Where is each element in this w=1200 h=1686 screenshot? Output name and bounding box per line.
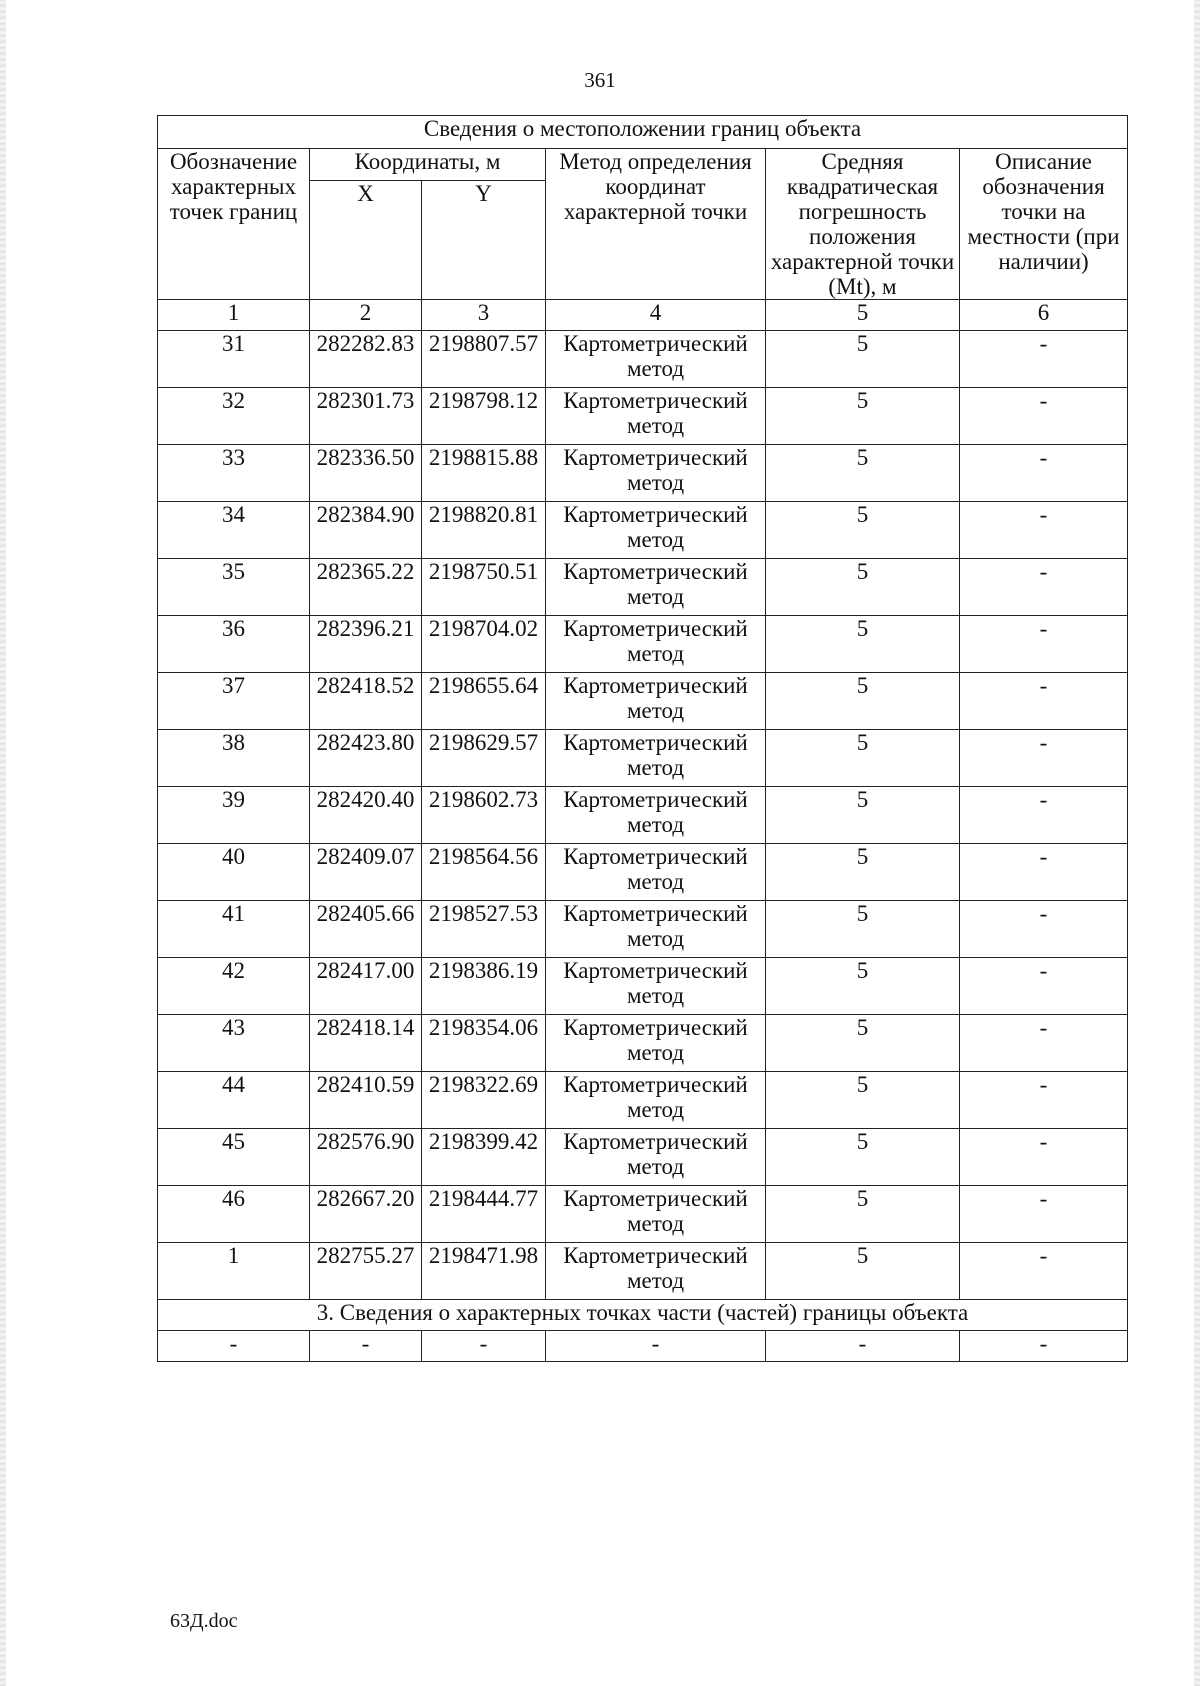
cell-method: Картометрический метод: [546, 502, 766, 559]
cell-description: -: [960, 730, 1128, 787]
cell-method: Картометрический метод: [546, 673, 766, 730]
cell-description: -: [960, 844, 1128, 901]
cell-description: -: [960, 1243, 1128, 1300]
cell-error: 5: [766, 388, 960, 445]
cell-y: 2198444.77: [422, 1186, 546, 1243]
table-row: [158, 1129, 1128, 1186]
cell-point: 31: [158, 331, 310, 388]
cell-method: Картометрический метод: [546, 388, 766, 445]
cell-y: 2198602.73: [422, 787, 546, 844]
cell-method: Картометрический метод: [546, 787, 766, 844]
empty-cell: -: [310, 1331, 422, 1362]
column-number: 5: [766, 300, 960, 331]
cell-point: 42: [158, 958, 310, 1015]
cell-point: 38: [158, 730, 310, 787]
cell-description: -: [960, 673, 1128, 730]
scan-edge-left: [0, 0, 6, 1686]
cell-point: 43: [158, 1015, 310, 1072]
cell-point: 37: [158, 673, 310, 730]
cell-x: 282301.73: [310, 388, 422, 445]
cell-x: 282667.20: [310, 1186, 422, 1243]
table-row: [158, 559, 1128, 616]
cell-description: -: [960, 901, 1128, 958]
cell-error: 5: [766, 331, 960, 388]
header-method: Метод определения координат характерной точки: [546, 149, 766, 300]
header-coordinates: Координаты, м: [310, 149, 546, 181]
empty-cell: -: [422, 1331, 546, 1362]
cell-point: 44: [158, 1072, 310, 1129]
table-row: [158, 787, 1128, 844]
cell-point: 32: [158, 388, 310, 445]
table-row: [158, 616, 1128, 673]
cell-x: 282418.52: [310, 673, 422, 730]
cell-point: 40: [158, 844, 310, 901]
cell-y: 2198655.64: [422, 673, 546, 730]
table-row: [158, 1186, 1128, 1243]
table-title-row: [158, 116, 1128, 149]
header-x: X: [310, 180, 422, 299]
empty-cell: -: [546, 1331, 766, 1362]
cell-description: -: [960, 1015, 1128, 1072]
cell-method: Картометрический метод: [546, 958, 766, 1015]
header-description: Описание обозначения точки на местности (при наличии): [960, 149, 1128, 300]
scan-edge-right: [1194, 0, 1200, 1686]
table-title: Сведения о местоположении границ объекта: [158, 116, 1128, 149]
cell-y: 2198807.57: [422, 331, 546, 388]
cell-error: 5: [766, 1243, 960, 1300]
cell-error: 5: [766, 958, 960, 1015]
cell-x: 282384.90: [310, 502, 422, 559]
cell-x: 282282.83: [310, 331, 422, 388]
cell-point: 41: [158, 901, 310, 958]
cell-error: 5: [766, 901, 960, 958]
table-row: [158, 1243, 1128, 1300]
cell-description: -: [960, 559, 1128, 616]
column-number: 6: [960, 300, 1128, 331]
cell-y: 2198629.57: [422, 730, 546, 787]
cell-error: 5: [766, 445, 960, 502]
header-row-1: [158, 149, 1128, 181]
empty-cell: -: [766, 1331, 960, 1362]
cell-error: 5: [766, 1186, 960, 1243]
cell-y: 2198322.69: [422, 1072, 546, 1129]
cell-y: 2198471.98: [422, 1243, 546, 1300]
cell-x: 282405.66: [310, 901, 422, 958]
cell-method: Картометрический метод: [546, 616, 766, 673]
cell-method: Картометрический метод: [546, 559, 766, 616]
cell-point: 39: [158, 787, 310, 844]
cell-y: 2198704.02: [422, 616, 546, 673]
cell-description: -: [960, 958, 1128, 1015]
column-number-row: [158, 300, 1128, 331]
cell-point: 34: [158, 502, 310, 559]
cell-error: 5: [766, 1072, 960, 1129]
cell-point: 1: [158, 1243, 310, 1300]
cell-y: 2198750.51: [422, 559, 546, 616]
cell-description: -: [960, 787, 1128, 844]
cell-point: 45: [158, 1129, 310, 1186]
cell-method: Картометрический метод: [546, 331, 766, 388]
footer-filename: 63Д.doc: [170, 1610, 238, 1632]
cell-method: Картометрический метод: [546, 1186, 766, 1243]
table-row: [158, 331, 1128, 388]
cell-method: Картометрический метод: [546, 445, 766, 502]
column-number: 1: [158, 300, 310, 331]
cell-error: 5: [766, 730, 960, 787]
cell-error: 5: [766, 502, 960, 559]
cell-x: 282396.21: [310, 616, 422, 673]
table-row: [158, 730, 1128, 787]
cell-description: -: [960, 445, 1128, 502]
empty-row: [158, 1331, 1128, 1362]
section-title: 3. Сведения о характерных точках части (частей) границы объекта: [158, 1300, 1128, 1331]
cell-x: 282365.22: [310, 559, 422, 616]
cell-y: 2198386.19: [422, 958, 546, 1015]
cell-error: 5: [766, 787, 960, 844]
cell-x: 282409.07: [310, 844, 422, 901]
cell-error: 5: [766, 1129, 960, 1186]
cell-error: 5: [766, 616, 960, 673]
column-number: 4: [546, 300, 766, 331]
cell-method: Картометрический метод: [546, 901, 766, 958]
cell-y: 2198815.88: [422, 445, 546, 502]
table-row: [158, 502, 1128, 559]
cell-y: 2198798.12: [422, 388, 546, 445]
cell-point: 33: [158, 445, 310, 502]
table-row: [158, 673, 1128, 730]
cell-description: -: [960, 388, 1128, 445]
cell-method: Картометрический метод: [546, 1072, 766, 1129]
cell-description: -: [960, 1129, 1128, 1186]
page-number: 361: [584, 68, 616, 92]
empty-cell: -: [960, 1331, 1128, 1362]
cell-x: 282417.00: [310, 958, 422, 1015]
cell-description: -: [960, 502, 1128, 559]
table-row: [158, 1072, 1128, 1129]
cell-error: 5: [766, 844, 960, 901]
cell-x: 282420.40: [310, 787, 422, 844]
cell-y: 2198354.06: [422, 1015, 546, 1072]
cell-x: 282418.14: [310, 1015, 422, 1072]
table-row: [158, 958, 1128, 1015]
header-y: Y: [422, 180, 546, 299]
header-error: Средняя квадратическая погрешность положения характерной точки (Mt), м: [766, 149, 960, 300]
cell-x: 282755.27: [310, 1243, 422, 1300]
cell-description: -: [960, 616, 1128, 673]
cell-description: -: [960, 1072, 1128, 1129]
cell-x: 282423.80: [310, 730, 422, 787]
cell-method: Картометрический метод: [546, 730, 766, 787]
cell-y: 2198820.81: [422, 502, 546, 559]
empty-cell: -: [158, 1331, 310, 1362]
cell-error: 5: [766, 673, 960, 730]
cell-method: Картометрический метод: [546, 1015, 766, 1072]
cell-point: 35: [158, 559, 310, 616]
table-row: [158, 388, 1128, 445]
cell-x: 282336.50: [310, 445, 422, 502]
column-number: 2: [310, 300, 422, 331]
cell-method: Картометрический метод: [546, 1129, 766, 1186]
table-data-body: [158, 331, 1128, 1300]
table-row: [158, 1015, 1128, 1072]
cell-error: 5: [766, 1015, 960, 1072]
cell-description: -: [960, 1186, 1128, 1243]
cell-x: 282410.59: [310, 1072, 422, 1129]
table-row: [158, 901, 1128, 958]
cell-error: 5: [766, 559, 960, 616]
cell-method: Картометрический метод: [546, 844, 766, 901]
header-designation: Обозначение характерных точек границ: [158, 149, 310, 300]
cell-method: Картометрический метод: [546, 1243, 766, 1300]
cell-y: 2198564.56: [422, 844, 546, 901]
boundary-table: [157, 115, 1128, 1362]
cell-y: 2198399.42: [422, 1129, 546, 1186]
table-row: [158, 445, 1128, 502]
table-row: [158, 844, 1128, 901]
cell-point: 36: [158, 616, 310, 673]
column-number: 3: [422, 300, 546, 331]
cell-x: 282576.90: [310, 1129, 422, 1186]
cell-y: 2198527.53: [422, 901, 546, 958]
cell-description: -: [960, 331, 1128, 388]
cell-point: 46: [158, 1186, 310, 1243]
section-row: [158, 1300, 1128, 1331]
